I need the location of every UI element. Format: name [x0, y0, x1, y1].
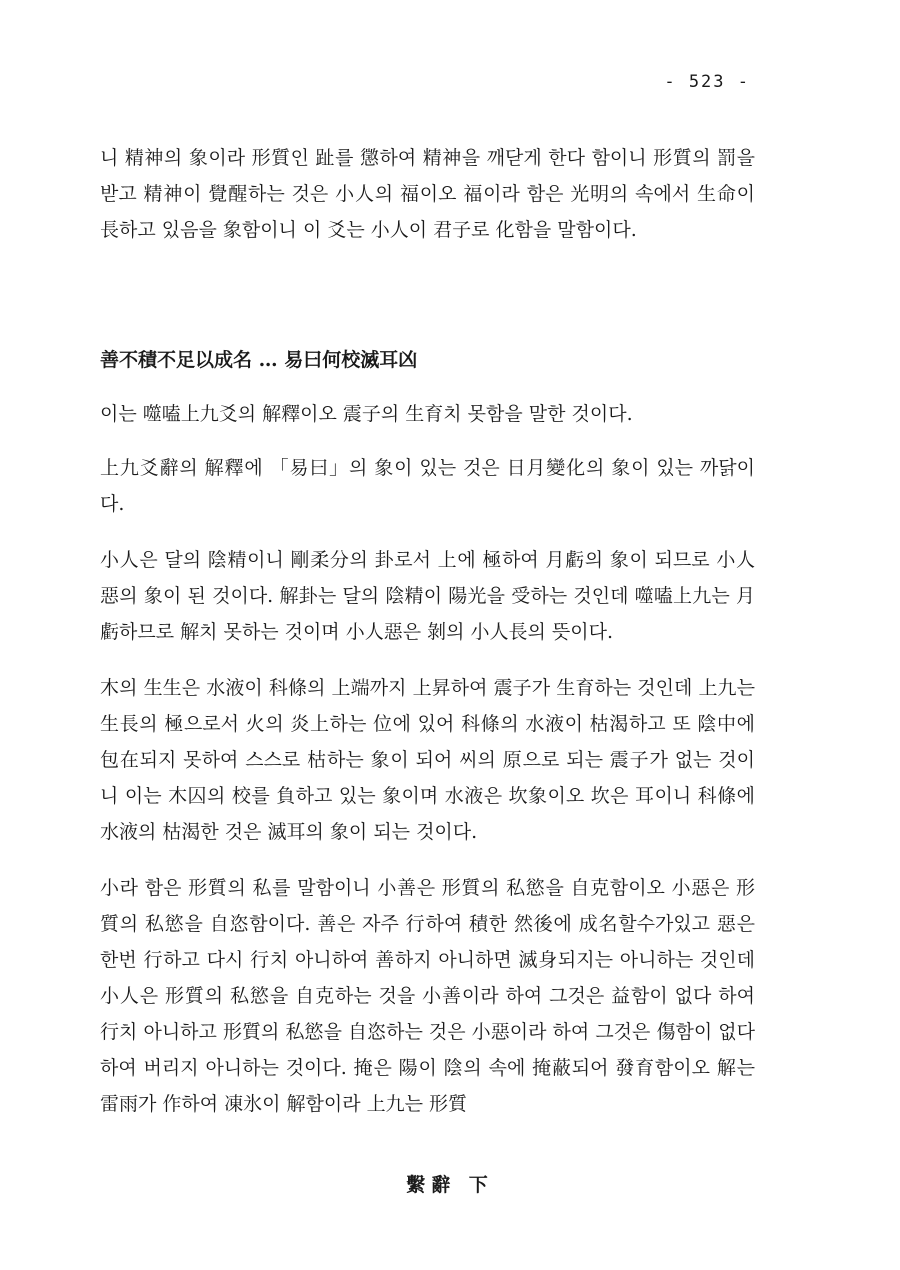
page-footer: 繫辭 下: [406, 1174, 494, 1196]
document-body: [100, 140, 755, 1122]
page-number: - 523 -: [664, 72, 750, 92]
paragraph: 小라 함은 形質의 私를 말함이니 小善은 形質의 私慾을 自克함이오 小惡은 形質의 私慾을 自恣함이다. 善은 자주 行하여 積한 然後에 成名할수가있고 惡은 한번 行하고 다시 行치 아니하여 善하지 아니하면 滅身되지는 아니하는 것인데 小人은 形質의 私慾을 自克하는 것을 小善이라 하여 그것은 益함이 없다 하여 行치 아니하고 形質의 私慾을 自恣하는 것은 小惡이라 하여 그것은 傷함이 없다 하여 버리지 아니하는 것이다. 掩은 陽이 陰의 속에 掩蔽되어 發育함이오 解는 雷雨가 作하여 凍氷이 解함이라 上九는 形質: [100, 877, 755, 1115]
paragraph: 上九爻辭의 解釋에 「易曰」의 象이 있는 것은 日月變化의 象이 있는 까닭이다.: [100, 457, 755, 515]
paragraph: 이는 噬嗑上九爻의 解釋이오 震子의 生育치 못함을 말한 것이다.: [100, 403, 633, 425]
paragraph: 木의 生生은 水液이 科條의 上端까지 上昇하여 震子가 生育하는 것인데 上九는 生長의 極으로서 火의 炎上하는 位에 있어 科條의 水液이 枯渴하고 또 陰中에 包在되지 못하여 스스로 枯하는 象이 되어 씨의 原으로 되는 震子가 없는 것이니 이는 木囚의 校를 負하고 있는 象이며 水液은 坎象이오 坎은 耳이니 科條에 水液의 枯渴한 것은 滅耳의 象이 되는 것이다.: [100, 677, 755, 843]
section-heading: 善不積不足以成名 … 易曰何校滅耳凶: [100, 349, 418, 371]
paragraph: 니 精神의 象이라 形質인 趾를 懲하여 精神을 깨닫게 한다 함이니 形質의 罰을 받고 精神이 覺醒하는 것은 小人의 福이오 福이라 함은 光明의 속에서 生命이 長하고 있음을 象함이니 이 爻는 小人이 君子로 化함을 말함이다.: [100, 147, 755, 241]
paragraph: 小人은 달의 陰精이니 剛柔分의 卦로서 上에 極하여 月虧의 象이 되므로 小人惡의 象이 된 것이다. 解卦는 달의 陰精이 陽光을 受하는 것인데 噬嗑上九는 月虧하므로 解치 못하는 것이며 小人惡은 剝의 小人長의 뜻이다.: [100, 549, 755, 643]
